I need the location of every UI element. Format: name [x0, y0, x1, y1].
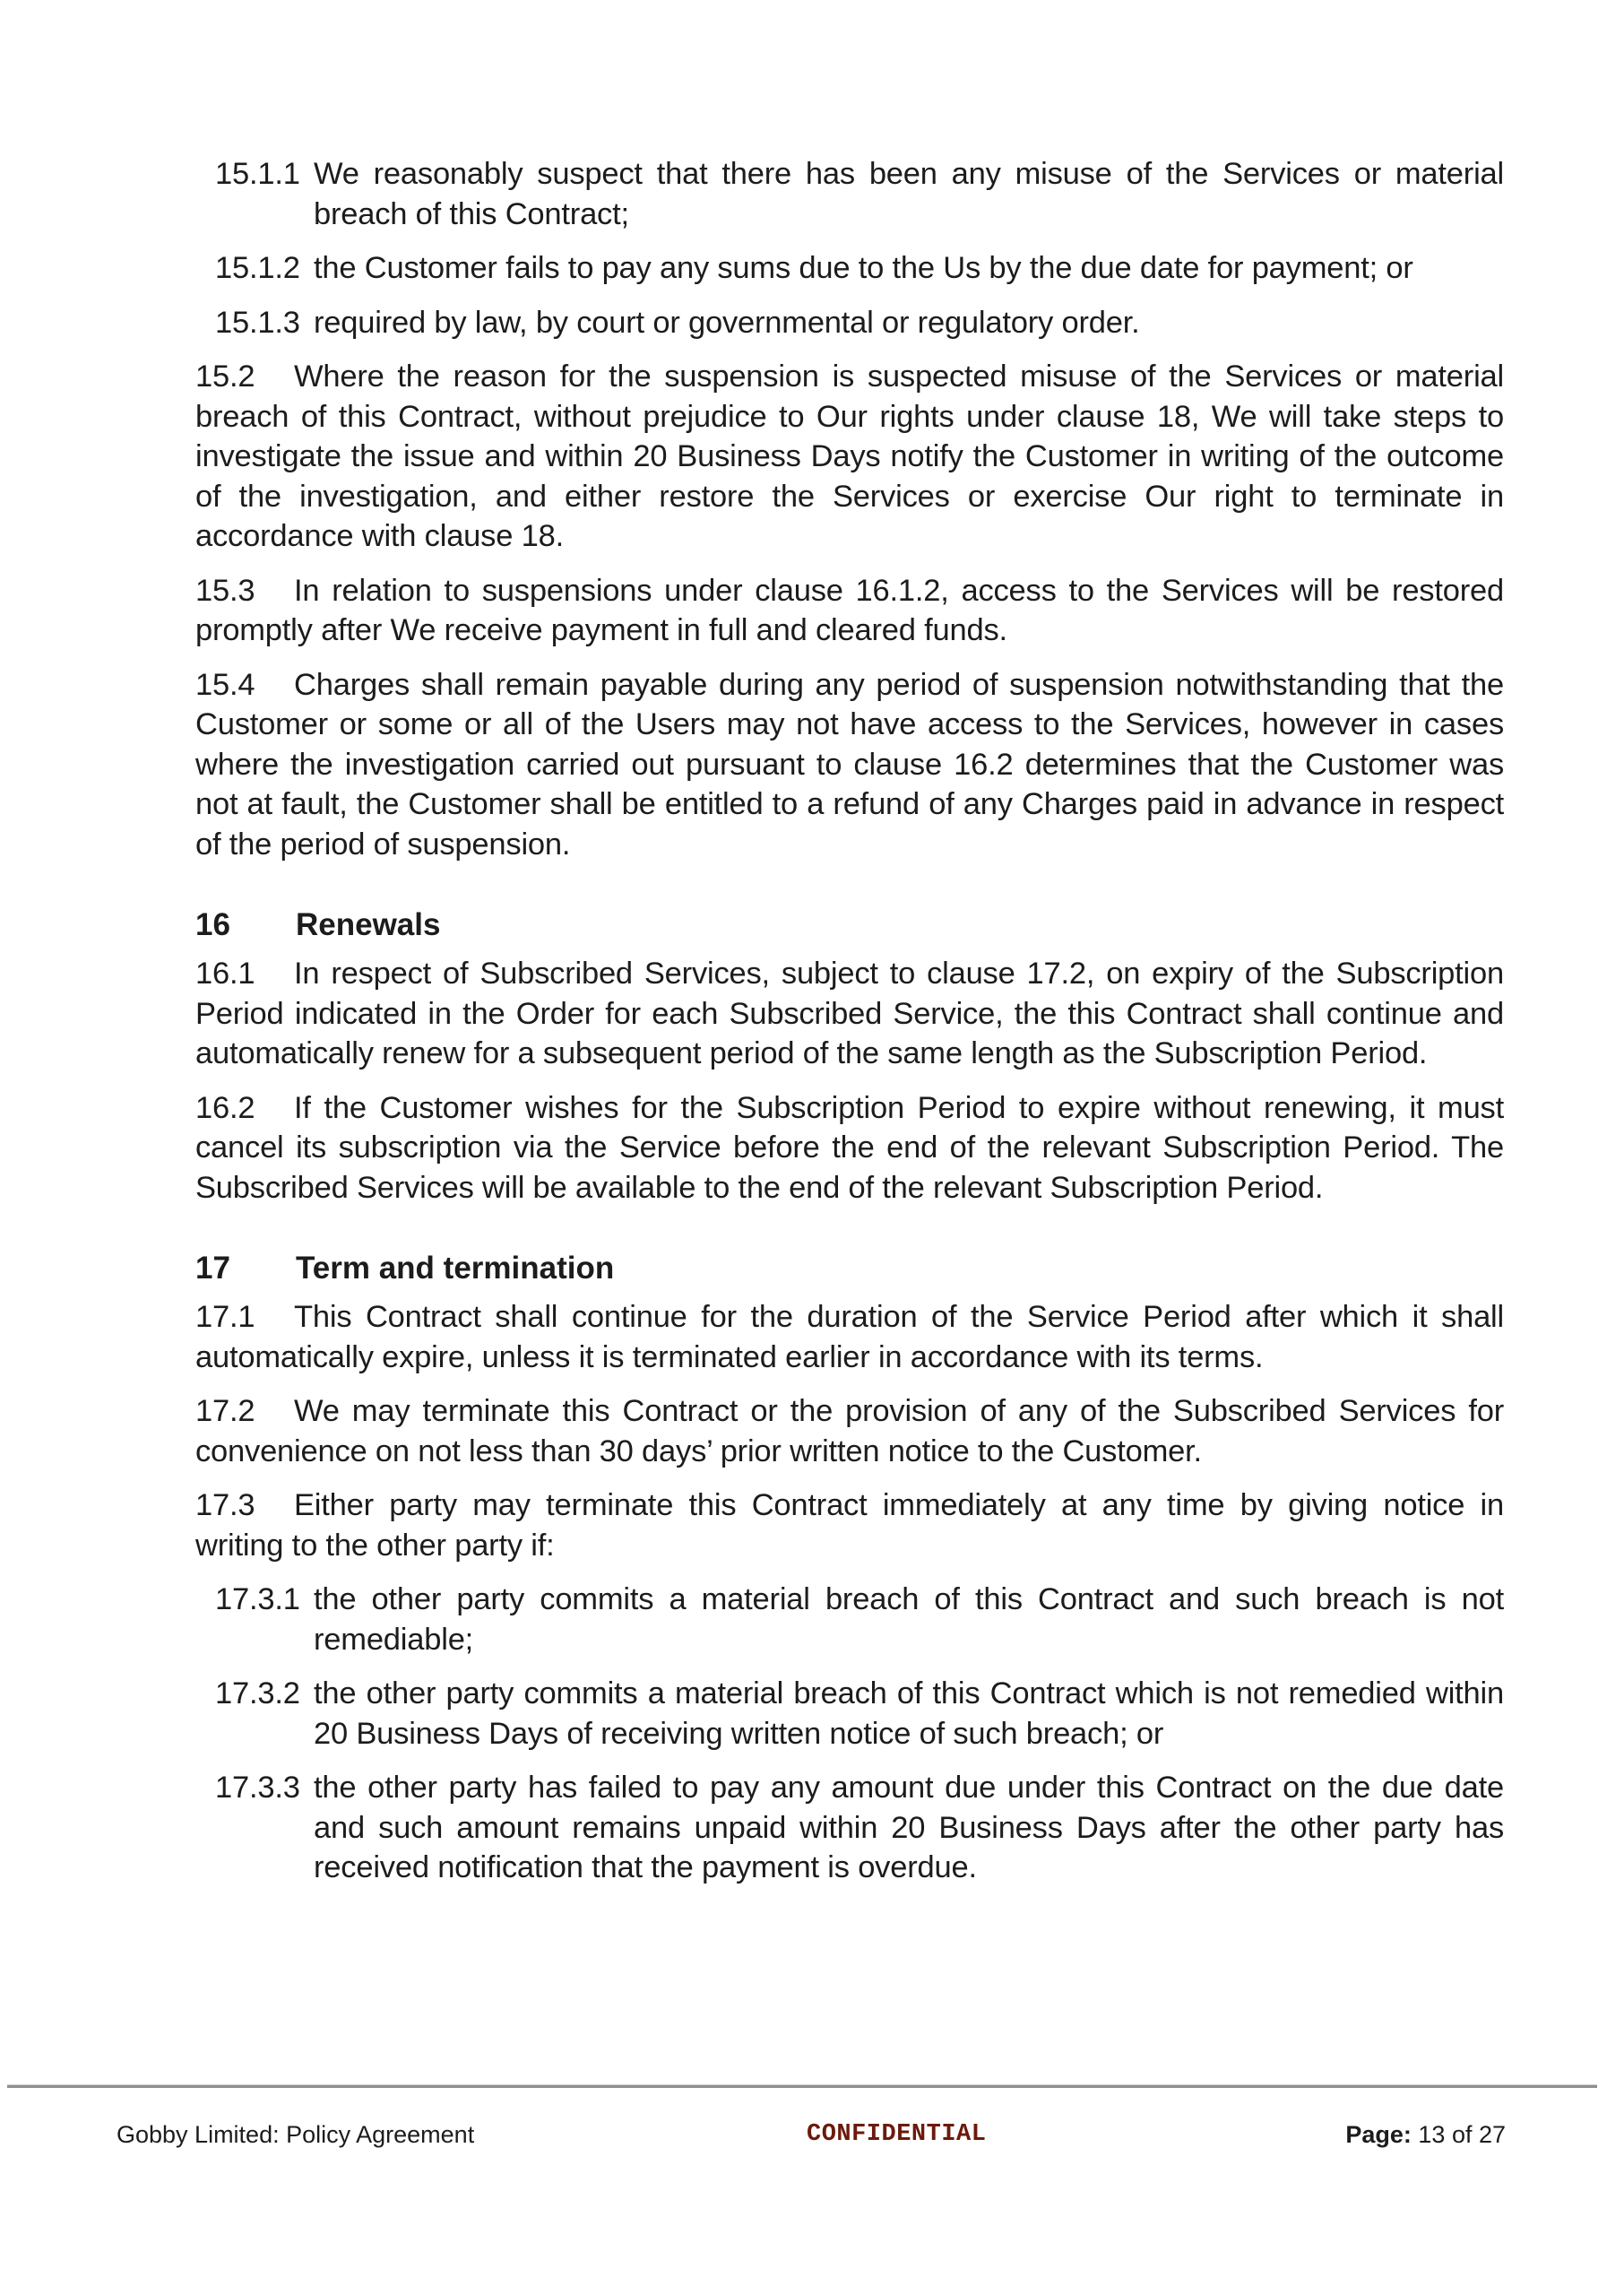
clause-text: Charges shall remain payable during any period of suspension notwithstanding that the Customer or some or all of the Users may not have access to the Services, however in cases where the investigation carried out pursuant to clause 16.2 determines that the Customer was not at fault, the Customer shall be entitled to a refund of any Charges paid in advance in respect of the period of suspension. [195, 667, 1504, 862]
clause-number: 15.1.3 [215, 305, 300, 340]
footer-divider [7, 2084, 1597, 2088]
clause-number: 16.1 [195, 957, 255, 991]
clause-text: In respect of Subscribed Services, subject to clause 17.2, on expiry of the Subscription Period indicated in the Order for each Subscribed Service, the this Contract shall continue and automatically renew for a subsequent period of the same length as the Subscription Period. [195, 957, 1504, 1070]
clause-17-1 [195, 1297, 1504, 1377]
clause-text: This Contract shall continue for the duration of the Service Period after which it shall automatically expire, unless it is terminated earlier in accordance with its terms. [195, 1300, 1504, 1374]
clause-17-2 [195, 1391, 1504, 1471]
clause-text: Where the reason for the suspension is suspected misuse of the Services or material breach of this Contract, without prejudice to Our rights under clause 18, We will take steps to investigate the issue and within 20 Business Days notify the Customer in writing of the outcome of the investigation, and either restore the Services or exercise Our right to terminate in accordance with clause 18. [195, 359, 1504, 553]
clause-number: 17.3.3 [215, 1771, 300, 1805]
clause-number: 17.3.1 [215, 1582, 300, 1616]
clause-15-4 [195, 665, 1504, 865]
clause-17-3 [195, 1485, 1504, 1565]
page-footer [0, 2121, 1624, 2157]
clause-17-3-1 [195, 1580, 1504, 1659]
section-number: 17 [195, 1251, 230, 1286]
page-label: Page: [1345, 2121, 1412, 2148]
section-title: Term and termination [296, 1251, 615, 1286]
clause-number: 16.2 [195, 1090, 255, 1125]
clause-15-1-2 [195, 248, 1504, 289]
clause-15-1-1 [195, 154, 1504, 234]
clause-number: 17.3 [195, 1488, 255, 1522]
clause-17-3-2 [195, 1674, 1504, 1754]
clause-17-3-3 [195, 1768, 1504, 1888]
clause-text: the other party commits a material breach of this Contract which is not remedied within 20 Business Days of receiving written notice of such breach; or [314, 1676, 1504, 1751]
clause-text: the other party commits a material breach of this Contract and such breach is not remediable; [314, 1582, 1504, 1657]
clause-text: required by law, by court or governmental or regulatory order. [314, 305, 1140, 340]
footer-document-title: Gobby Limited: Policy Agreement [117, 2121, 475, 2148]
clause-15-1-3 [195, 303, 1504, 343]
clause-text: In relation to suspensions under clause 16.1.2, access to the Services will be restored promptly after We receive payment in full and cleared funds. [195, 573, 1504, 647]
page-indicator [1345, 2121, 1506, 2149]
clause-number: 17.1 [195, 1300, 255, 1334]
section-16-heading [195, 905, 1504, 945]
section-title: Renewals [296, 907, 441, 942]
clause-text: If the Customer wishes for the Subscription Period to expire without renewing, it must cancel its subscription via the Service before the end of the relevant Subscription Period. The Subscribed Services will be available to the end of the relevant Subscription Period. [195, 1090, 1504, 1205]
clause-text: the Customer fails to pay any sums due to the Us by the due date for payment; or [314, 251, 1413, 285]
clause-15-2 [195, 357, 1504, 557]
clause-number: 15.3 [195, 573, 255, 608]
clause-number: 17.3.2 [215, 1676, 300, 1710]
confidential-label: CONFIDENTIAL [807, 2121, 987, 2148]
clause-16-1 [195, 954, 1504, 1074]
clause-number: 17.2 [195, 1394, 255, 1428]
section-17-heading [195, 1249, 1504, 1288]
clause-text: the other party has failed to pay any amount due under this Contract on the due date and such amount remains unpaid within 20 Business Days after the other party has received notification that the payment is overdue. [314, 1771, 1504, 1884]
clause-text: Either party may terminate this Contract immediately at any time by giving notice in writing to the other party if: [195, 1488, 1504, 1563]
document-body [195, 154, 1504, 1902]
section-number: 16 [195, 907, 230, 942]
clause-number: 15.1.1 [215, 157, 300, 191]
clause-number: 15.1.2 [215, 251, 300, 285]
clause-number: 15.2 [195, 359, 255, 394]
clause-text: We reasonably suspect that there has been any misuse of the Services or material breach of this Contract; [314, 157, 1504, 231]
clause-16-2 [195, 1088, 1504, 1208]
page-number: 13 of 27 [1418, 2121, 1506, 2148]
clause-number: 15.4 [195, 667, 255, 702]
clause-text: We may terminate this Contract or the provision of any of the Subscribed Services for convenience on not less than 30 days’ prior written notice to the Customer. [195, 1394, 1504, 1468]
clause-15-3 [195, 571, 1504, 651]
